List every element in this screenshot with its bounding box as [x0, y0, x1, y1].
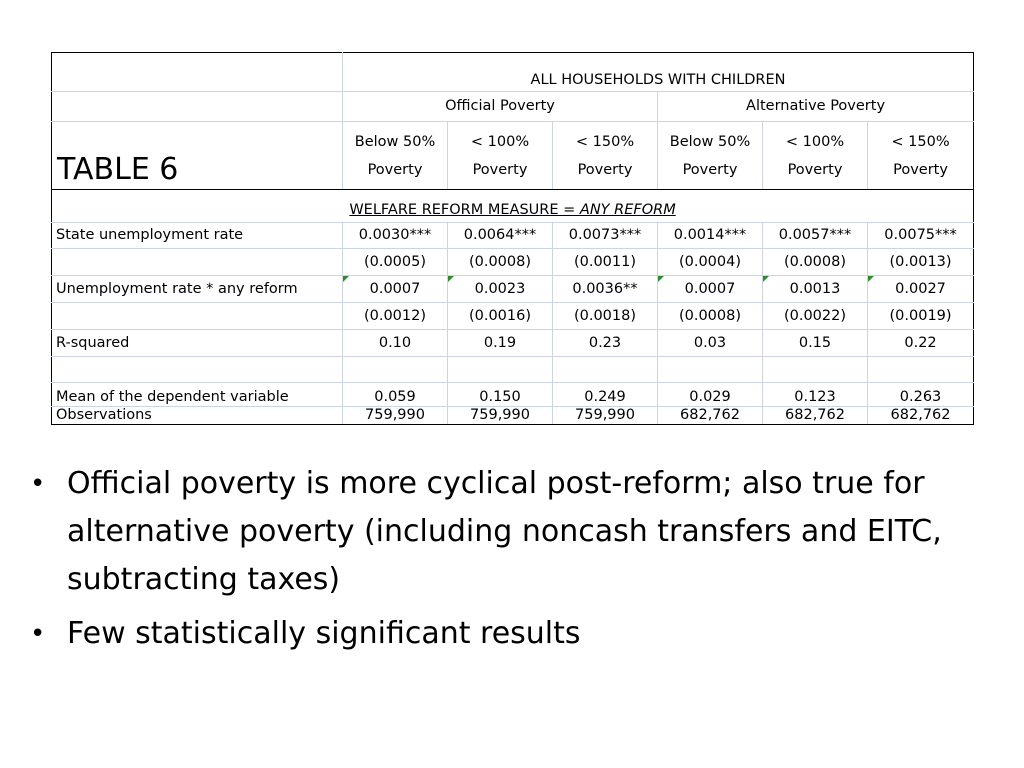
- subgroup-alternative: Alternative Poverty: [658, 92, 974, 122]
- table-cell: [868, 357, 974, 383]
- table-cell: 0.03: [658, 330, 763, 357]
- table-cell: 682,762: [868, 407, 974, 425]
- table-cell: 0.19: [448, 330, 553, 357]
- table-cell: (0.0016): [448, 303, 553, 330]
- table-cell: 0.10: [343, 330, 448, 357]
- table-cell: (0.0022): [763, 303, 868, 330]
- comment-flag-icon: [658, 276, 664, 282]
- row-label: [52, 249, 343, 276]
- table-cell: 0.0023: [448, 276, 553, 303]
- bullet-item: [30, 610, 990, 658]
- table-cell: 0.0064***: [448, 223, 553, 249]
- table-cell: 682,762: [763, 407, 868, 425]
- measure-row: [52, 190, 974, 223]
- table-cell: 0.0007: [343, 276, 448, 303]
- table-cell: 0.249: [553, 383, 658, 407]
- bullet-text: Official poverty is more cyclical post-reform; also true for alternative poverty (including noncash transfers and EITC, subtracting taxes): [67, 466, 942, 597]
- table-cell: [553, 357, 658, 383]
- subgroup-official: Official Poverty: [343, 92, 658, 122]
- bullet-text: Few statistically significant results: [67, 616, 581, 651]
- table-cell: (0.0011): [553, 249, 658, 276]
- results-table: [51, 52, 974, 425]
- table-cell: (0.0019): [868, 303, 974, 330]
- table-cell: 0.22: [868, 330, 974, 357]
- row-label: Mean of the dependent variable: [52, 383, 343, 407]
- table-cell: 0.0014***: [658, 223, 763, 249]
- table-cell: [763, 357, 868, 383]
- row-label: Unemployment rate * any reform: [52, 276, 343, 303]
- table-cell: (0.0008): [448, 249, 553, 276]
- table-cell: 0.029: [658, 383, 763, 407]
- table-cell: 0.123: [763, 383, 868, 407]
- table-cell: (0.0012): [343, 303, 448, 330]
- table-cell: 759,990: [448, 407, 553, 425]
- table-cell: 0.0036**: [553, 276, 658, 303]
- row-label: State unemployment rate: [52, 223, 343, 249]
- row-label: R-squared: [52, 330, 343, 357]
- column-header: < 150% Poverty: [868, 122, 974, 190]
- row-label: Observations: [52, 407, 343, 425]
- table-cell: (0.0008): [763, 249, 868, 276]
- table-cell: 0.0030***: [343, 223, 448, 249]
- column-header: Below 50% Poverty: [343, 122, 448, 190]
- table-cell: 759,990: [553, 407, 658, 425]
- column-header: < 150% Poverty: [553, 122, 658, 190]
- table-cell: 0.23: [553, 330, 658, 357]
- comment-flag-icon: [343, 276, 349, 282]
- table-cell: (0.0004): [658, 249, 763, 276]
- table-cell: 0.059: [343, 383, 448, 407]
- blank-corner-top: [52, 53, 343, 92]
- measure-label: WELFARE REFORM MEASURE = ANY REFORM: [349, 201, 676, 218]
- table-cell: (0.0018): [553, 303, 658, 330]
- column-header: < 100% Poverty: [448, 122, 553, 190]
- blank-corner-mid: [52, 92, 343, 122]
- table-cell: 0.150: [448, 383, 553, 407]
- comment-flag-icon: [868, 276, 874, 282]
- bullet-dot-icon: •: [30, 619, 46, 649]
- column-header: < 100% Poverty: [763, 122, 868, 190]
- row-label: [52, 357, 343, 383]
- table-cell: (0.0008): [658, 303, 763, 330]
- table-cell: 0.0073***: [553, 223, 658, 249]
- table-cell: (0.0013): [868, 249, 974, 276]
- table-cell: 0.263: [868, 383, 974, 407]
- comment-flag-icon: [763, 276, 769, 282]
- table-cell: 0.0075***: [868, 223, 974, 249]
- table-cell: 682,762: [658, 407, 763, 425]
- group-header: ALL HOUSEHOLDS WITH CHILDREN: [343, 53, 974, 92]
- bullet-item: [30, 460, 990, 604]
- bullet-list: [30, 460, 990, 664]
- table-cell: 0.15: [763, 330, 868, 357]
- table-cell: 0.0007: [658, 276, 763, 303]
- table-cell: 759,990: [343, 407, 448, 425]
- table-cell: 0.0027: [868, 276, 974, 303]
- table-cell: [343, 357, 448, 383]
- table-cell: (0.0005): [343, 249, 448, 276]
- table-cell: 0.0013: [763, 276, 868, 303]
- column-header: Below 50% Poverty: [658, 122, 763, 190]
- comment-flag-icon: [448, 276, 454, 282]
- table-cell: [448, 357, 553, 383]
- table-title: TABLE 6: [52, 122, 343, 190]
- table-cell: [658, 357, 763, 383]
- table-cell: 0.0057***: [763, 223, 868, 249]
- bullet-dot-icon: •: [30, 469, 46, 499]
- row-label: [52, 303, 343, 330]
